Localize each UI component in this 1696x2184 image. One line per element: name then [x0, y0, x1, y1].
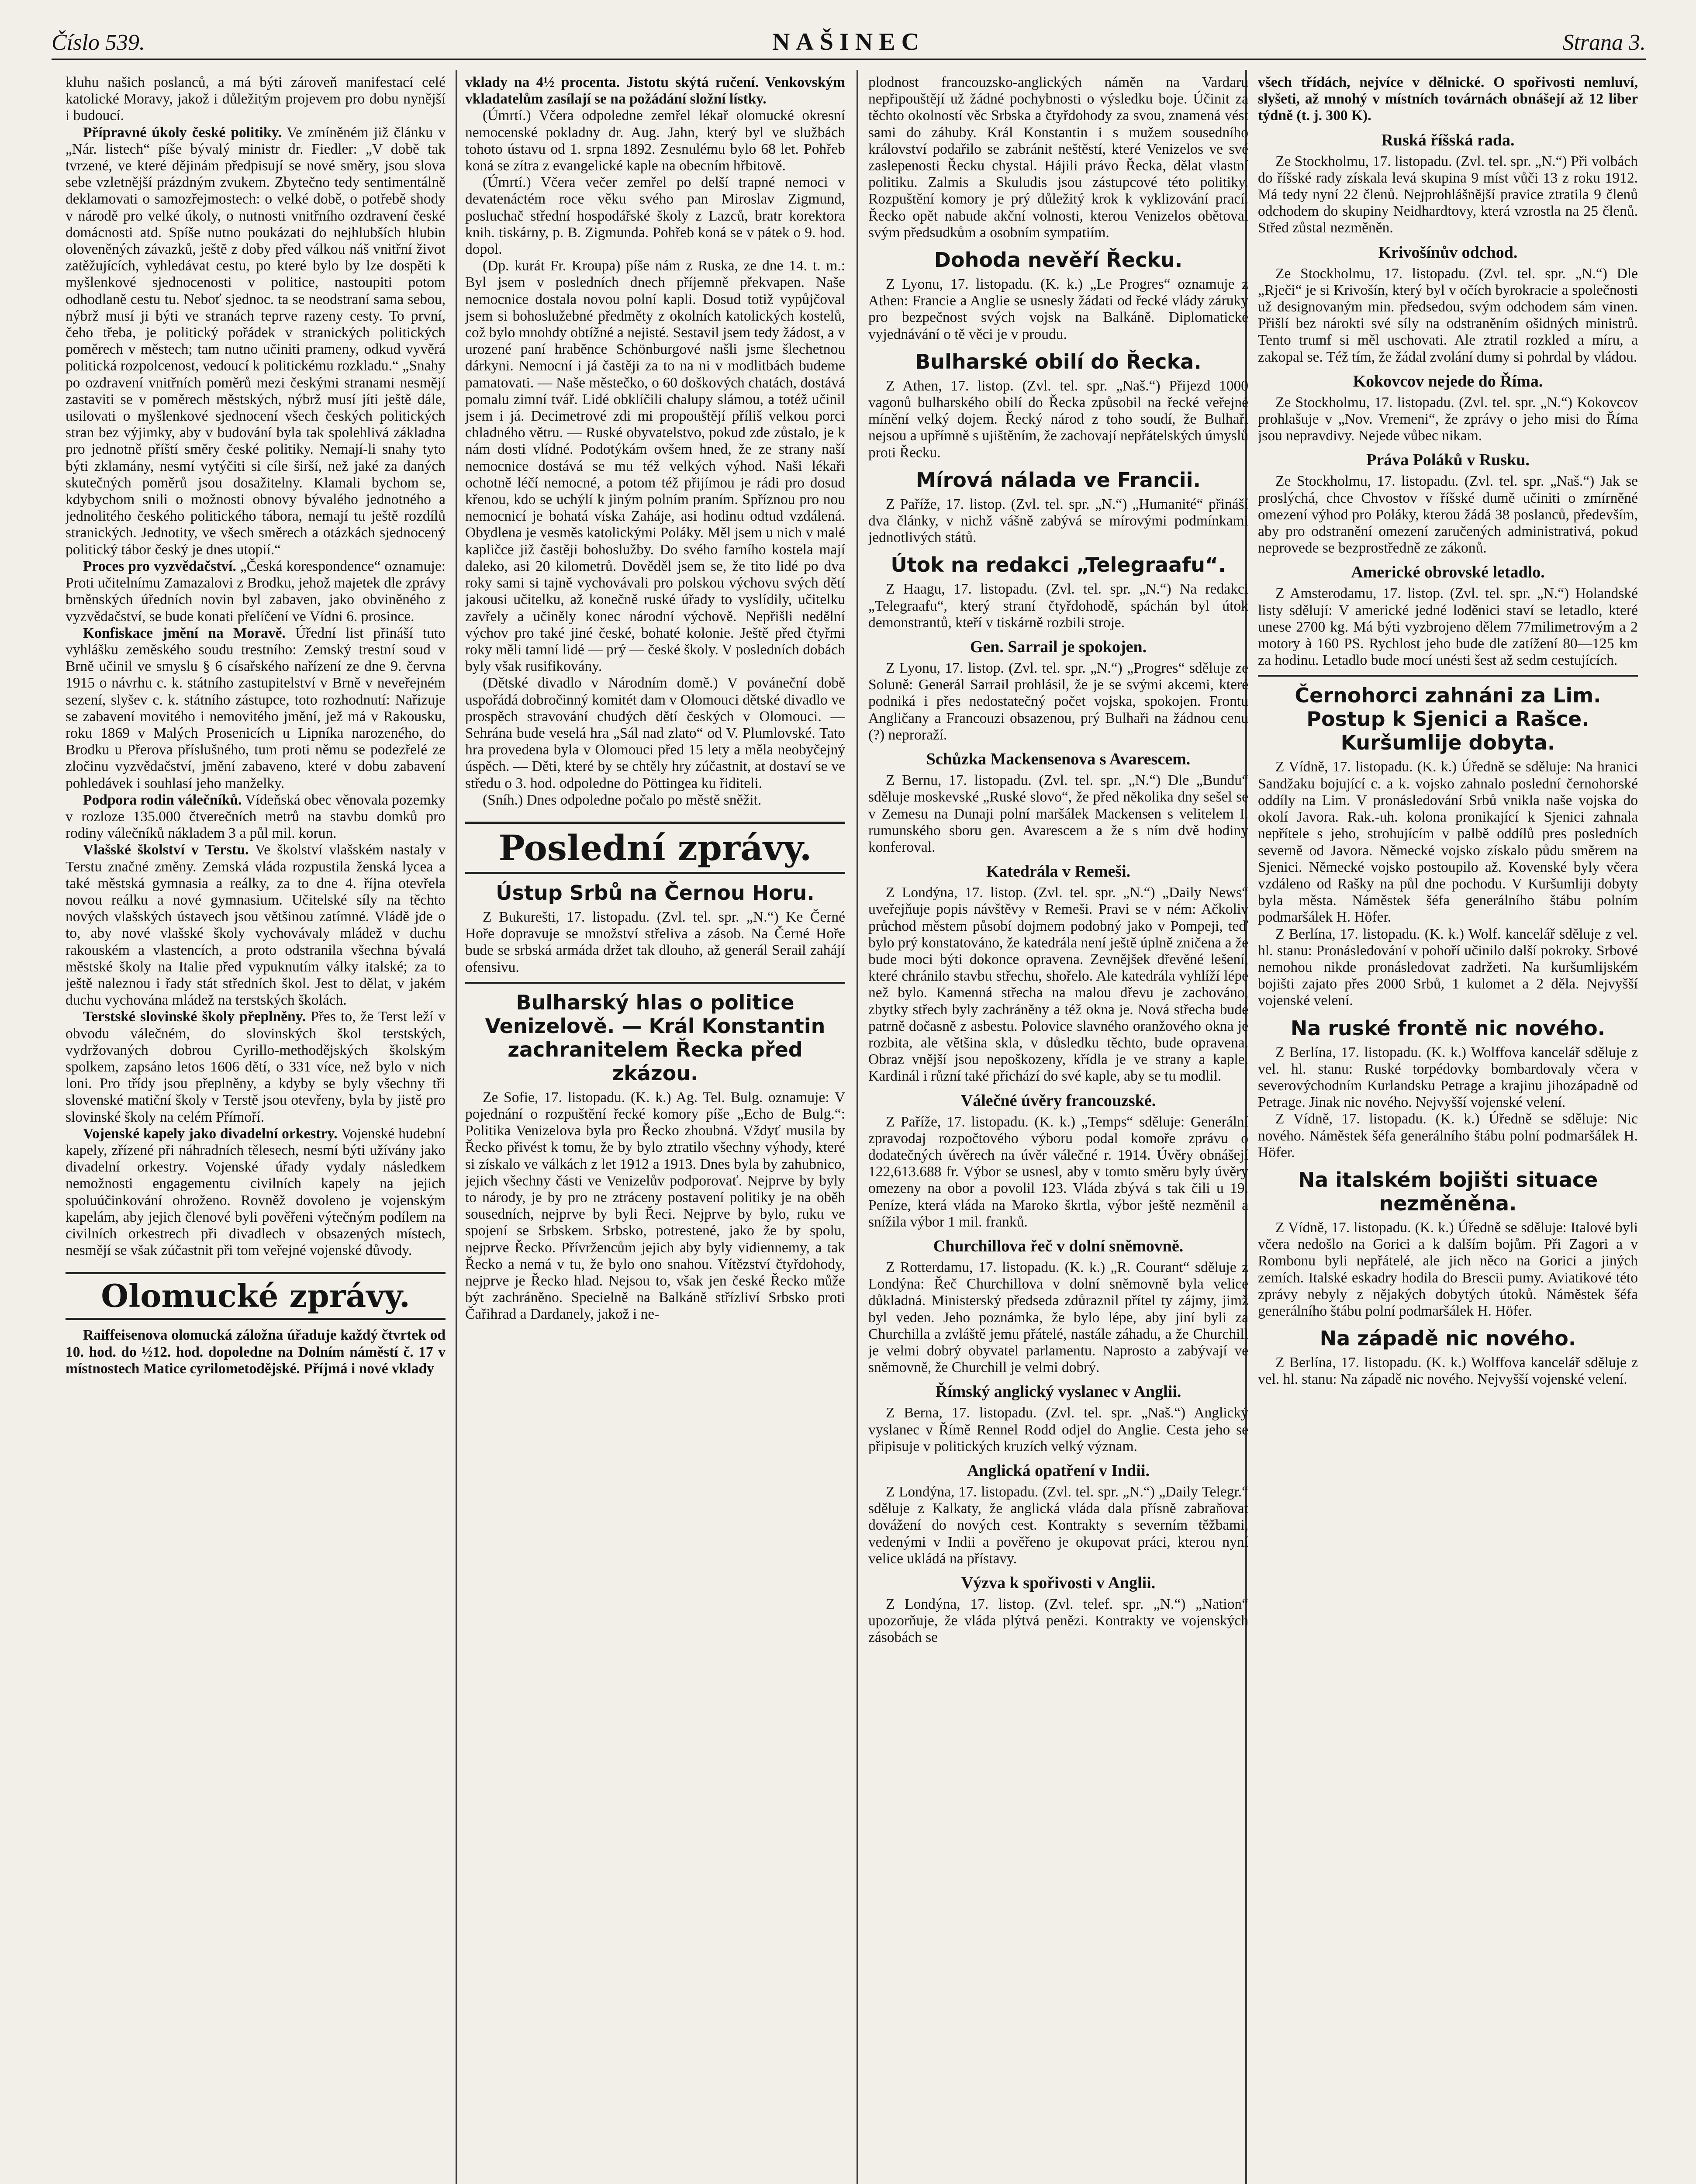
article: (Sníh.) Dnes odpoledne počalo po městě sněžit.	[483, 791, 762, 808]
headline: Dohoda nevěří Řecku.	[934, 248, 1183, 272]
article-body: Z Lyonu, 17. listop. (Zvl. tel. spr. „N.“) „Progres“ sděluje ze Soluně: Generál Sarrail prohlásil, že je se svými akcemi, které podniká i přes nedostatečný počet vojska, spokojen. Frontu Angličany a Francouzi obsazenou, prý Bulhaři na žádnou cenu (?) neproraží.	[868, 660, 1248, 743]
page-number: Strana 3.	[1562, 30, 1646, 55]
article-body: Z Haagu, 17. listopadu. (Zvl. tel. spr. „N.“) Na redakci „Telegraafu“, který straní čtyřdohodě, spáchán byl útok demonstrantů, kteří v tiskárně rozbili stroje.	[868, 581, 1248, 631]
article-title: Podpora rodin válečníků.	[83, 791, 242, 808]
article-body: Ze Sofie, 17. listopadu. (K. k.) Ag. Tel. Bulg. oznamuje: V pojednání o rozpuštění řecké komory píše „Echo de Bulg.“: Politika Venizelova byla pro Řecko zhoubná. Vždyť musila by Řecko přivést k tomu, že by bylo ztratilo všechny výhody, které si získalo ve válkách z let 1912 a 1913. Dnes byla by zahubnico, jejich všechny části ve Venizelův podporovať. Nejprve by byly to národy, je by pro ne ztráceny postavení politiky je na oběh sousedních, nejprve by byli Řeci. Nejprve by bylo, ruku ve spojení se Srbskem. Srbsko, potrestené, jako že by spolu, nejprve Řecko. Přívržencům jejich aby byly vidiennemy, a tak Řecko a nemá v tu, že bylo ono snahou. Vítězství čtyřdohody, nejprve je Řecko hlad. Nejsou to, však jen české Řecko může být zachráněno. Specielně na Balkáně střízliví Srbsko proti Čařihrad a Dardanely, jakož i ne-	[465, 1089, 845, 1323]
article-body: Z Athen, 17. listop. (Zvl. tel. spr. „Naš.“) Přijezd 1000 vagonů bulharského obilí do Řecka způsobil na řecké veřejné mínění velký dojem. Řecký národ z toho soudí, že Bulhaři nejsou a upřímně s ujištěním, že zachovají nepřátelských úmyslů proti Řecku.	[868, 377, 1248, 461]
column-divider	[456, 70, 457, 2184]
article-title: Vlašské školství v Terstu.	[83, 842, 249, 858]
notice-body: úřaduje každý čtvrtek od 10. hod. do ½12. hod. dopoledne na Dolním náměstí č. 17 v místnostech Matice cyrilometodějské. Příjmá i nové vklady	[66, 1327, 446, 1377]
headline: Ruská říšská rada.	[1381, 131, 1515, 149]
headline: Výzva k spořivosti v Anglii.	[961, 1574, 1156, 1593]
headline: Americké obrovské letadlo.	[1351, 563, 1545, 582]
column-divider	[857, 70, 858, 2184]
headline: Římský anglický vyslanec v Anglii.	[935, 1382, 1181, 1401]
article-body: Z Paříže, 17. listopadu. (K. k.) „Temps“ sděluje: Generální zpravodaj rozpočtového výboru podal komoře zprávu o dodatečných úvěrech na úvěr válečné r. 1914. Úvěry obnášejí 122,613.688 fr. Výbor se usnesl, aby v tomto směru byly úvěry omezeny na obor a povolil 123. Vláda zbývá s tak čili u 19. Peníze, která vláda na Maroko škrtla, výbor ještě nezměnil a snížila výbor 1 mil. franků.	[868, 1113, 1248, 1230]
column-2	[465, 74, 845, 2184]
article-intro: plodnost francouzsko-anglických náměn na Vardaru nepřipouštějí už žádné pochybnosti o výsledku boje. Účinit za těchto okolností věc Srbska a čtyřdohody za svou, znamená vést sami do záhuby. Král Konstantin i s mužem sousedního království podařilo se zabránit neštěstí, které Venizelos ve své zaslepenosti Řecku chystal. Hájili právo Řecka, dělat vlastní politiku. Zalmis a Skuludis jsou zástupcové této politiky. Rozpuštění komory je prý důležitý krok k vyklizování prací. Řecko opět nabude akční volnosti, kterou Venizelos obětoval svým předsudkům a osobním sympatiím.	[868, 74, 1248, 241]
headline: Na ruské frontě nic nového.	[1290, 1016, 1606, 1040]
article	[66, 124, 446, 558]
article-body: Přes to, že Terst leží v obvodu válečném, do slovinských škol terstských, vydržovaných dobrou Cyrillo-methodějských školským spolkem, zapsáno letos 1606 dětí, o 331 více, než bylo v nich loni. Pro třídy jsou přeplněny, a kdyby se byly všechny tři slovenské matiční školy v Terstě jsou otevřeny, byla by jistě pro slovinské školy na celém Přímoří.	[66, 1009, 446, 1125]
article	[66, 625, 446, 792]
article-body: Z Berlína, 17. listopadu. (K. k.) Wolffova kancelář sděluje z vel. hl. stanu: Na západě nic nového. Nejvyšší vojenské velení.	[1258, 1355, 1638, 1388]
article-body: Ze Stockholmu, 17. listopadu. (Zvl. tel. spr. „N.“) Při volbách do říšské rady získala levá skupina 9 míst vůči 13 z roku 1912. Má tedy nyní 22 členů. Nejprohlášnější pravice ztratila 9 členů odchodem do skupiny Neidhardtovy, která vzrostla na 25 členů. Střed zůstal nezměněn.	[1258, 153, 1638, 236]
headline: Anglická opatření v Indii.	[967, 1462, 1150, 1480]
article-body: Z Vídně, 17. listopadu. (K. k.) Úředně se sděluje: Na hranici Sandžaku bojující c. a k. vojsko zahnalo poslední černohorské oddíly na Lim. V pronásledování Srbů vnikla naše vojska do okolí Javora. Rak.-uh. kolona pronikající k Sjenici zahnala nepřítele s jeho, strohujícím v palbě oddílů pres posledních severně od Javora. Německé vojsko získalo půdu směrem na Sjenici. Německé vojsko postoupilo až. Kovenské byly včera vzdáleno od Rašky na půl dne pochodu. V Kuršumliji dobyty byla města. Náměstek šéfa generálního štábu polním podmaršálek H. Höfer.	[1258, 759, 1638, 926]
headline: Černohorci zahnáni za Lim. Postup k Sjenici a Rašce. Kuršumlije dobyta.	[1295, 684, 1601, 755]
article-body: Z Berna, 17. listopadu. (Zvl. tel. spr. „Naš.“) Anglický vyslanec v Římě Rennel Rodd odjel do Anglie. Cesta jeho se připisuje v politických kruzích velký význam.	[868, 1405, 1248, 1455]
section-heading-latest-news: Poslední zprávy.	[465, 822, 845, 874]
article-intro	[1258, 74, 1638, 124]
headline: Katedrála v Remeši.	[986, 862, 1131, 881]
article-body: Z Londýna, 17. listop. (Zvl. telef. spr. „N.“) „Nation“ upozorňuje, že vláda plýtvá penězi. Kontrakty ve vojenských zásobách se	[868, 1596, 1248, 1646]
article-body: Z Bernu, 17. listopadu. (Zvl. tel. spr. „N.“) Dle „Bundu“ sděluje moskevské „Ruské slovo“, že před několika dny sešel se v Zemesu na Dunaji polní maršálek Mackensen s velitelem I. rumunského sboru gen. Avarescem a že s ním dvě hodiny konferoval.	[868, 772, 1248, 855]
article: (Dp. kurát Fr. Kroupa) píše nám z Ruska, ze dne 14. t. m.: Byl jsem v posledních dnech příjemně překvapen. Naše nemocnice dostala novou polní kapli. Dosud totiž vypůjčoval jsem si bohoslužebné předměty z okolních katolických kostelů, což bylo mnohdy obtížné a nejisté. Sestavil jsem tedy žádost, a v urozené paní hraběnce Schönburgové našli jsme šlechetnou dárkyni. Nemocní i já častěji za to na ni v modlitbách budeme pamatovati. — Naše městečko, o 60 doškových chatách, dostává pomalu zimní tvář. Lidé obklíčili chalupy slámou, a totéž učinil jsem i já. Decimetrové zdi mi propouštějí příliš velkou porci chladného větru. — Ruské obyvatelstvo, pokud zde zůstalo, je k nám dosti vlídné. Podotýkám ovšem hned, že ze strany naší nemocnice dostává se mu též velkých výhod. Naši lékaři ochotně léčí nemocné, a potom též přijímou je rádi pro dosud křenou, kdo se uchýlí k jiným polním praním. Spříznou pro nou nemocnicí je bohatá víska Zaháje, asi hodinu odtud vzdálená. Obydlena je vesměs katolickými Poláky. Měl jsem u nich v malé kapličce již častěji bohoslužby. Do svého farního kostela mají daleko, asi 20 kilometrů. Dověděl jsem se, že tito lidé po dva roky sami si tajně vychovávali pro polskou výchovu svých dětí jakousi učitelku, až konečně ruské úřady to vyslídily, učitelku zavřely a učiněly konec národní výchově. Nepřišli nedělní výchov pro také jiné české, bohaté kolonie. Ještě před čtyřmi roky měli tamní lidé — prý — české školy. V posledních dobách byly však rusifikovány.	[465, 258, 845, 675]
article-body: Z Amsterodamu, 17. listop. (Zvl. tel. spr. „N.“) Holandské listy sdělují: V americké jedné loděnici staví se letadlo, které unese 2700 kg. Má býti vyzbrojeno dělem 77milimetrovým a 2 motory à 160 PS. Rychlost jeho bude dle zatížení 80—125 km za hodinu. Letadlo bude mocí unésti šest až sedm cestujících.	[1258, 585, 1638, 669]
article-body: „Česká korespondence“ oznamuje: Proti učitelnímu Zamazalovi z Brodku, jehož majetek dle zprávy brněnských úředních novin byl zabaven, jako obviněného z vyzvědačství, se bude konati přelíčení ve Vídni 6. prosince.	[66, 558, 446, 625]
article-body: Z Berlína, 17. listopadu. (K. k.) Wolffova kancelář sděluje z vel. hl. stanu: Ruské torpédovky bombardovaly včera v severovýchodním Kurlandsku Petrage a krajinu jihozápadně od Petrage. Jinak nic nového. Nejvyšší vojenské velení.	[1258, 1044, 1638, 1111]
article	[66, 842, 446, 1009]
article-intro	[465, 74, 845, 107]
article	[66, 1009, 446, 1125]
article: (Úmrtí.) Včera večer zemřel po delší trapné nemoci v devatenáctém roce věku svého pan Miroslav Zigmund, posluchač střední hospodářské školy z Lazců, bratr korektora knih. tiskárny, p. B. Zigmunda. Pohřeb koná se v pátek o 9. hod. dopol.	[465, 174, 845, 258]
article-body: Úřední list přináší tuto vyhlášku zeměského soudu trestního: Zemský trestní soud v Brně učinil ve smyslu § 6 císařského nařízení ze dne 9. června 1915 o návrhu c. k. státního zastupitelství v Brně v neveřejném sezení, slyšev c. k. státního zástupce, toto rozhodnutí: Nařizuje se zabavení movitého i nemovitého jmění, jež má v Rakousku, roku 1869 v Malých Prosenicích u Lipníka narozeného, do Brodku u Přerova příslušného, tum proti němu se podezřelé ze zločinu vyzvědačství, jmění zabaveno, které v dobu zabavení pohledávek i souhlasí jeho manželky.	[66, 625, 446, 791]
column-1	[66, 74, 446, 2184]
article-body: Z Vídně, 17. listopadu. (K. k.) Úředně se sděluje: Nic nového. Náměstek šéfa generálního štábu polní podmaršálek H. Höfer.	[1258, 1111, 1638, 1161]
article-body: Z Londýna, 17. listopadu. (Zvl. tel. spr. „N.“) „Daily Telegr.“ sděluje z Kalkaty, že anglická vláda dala přísně zabraňovat dovážení do nových cest. Kontrakty s severním těžbami, vedenými v Indii a pověřeno je okupovat práci, kterou nyní velice ukládá na přístavy.	[868, 1484, 1248, 1567]
section-heading-olomouc: Olomucké zprávy.	[66, 1272, 446, 1320]
headline: Bulharské obilí do Řecka.	[915, 349, 1202, 373]
article-body: Z Londýna, 17. listop. (Zvl. tel. spr. „N.“) „Daily News“ uveřejňuje popis návštěvy v Remeši. Pravi se v ném: Ačkoliv průchod městem působí dojmem podobný jako v Pompeji, teď bylo prý konstatováno, že katedrála není ještě úplně zničena a že bude moci býti dokonce opravena. Zevnějšek dřevěné lešení, které chránilo stavbu střechu, shořelo. Ale katedrála vyhlíží lépe než bylo. Kamenná střecha na malou dřevu je zachováno, zbytky střech byly zachráněny a též okna je. Nová střecha bude patrně dočasně z asbestu. Polovice slavného oranžového okna je rozbita, ale většina skla, v důsledku těchto, bude opravena. Obraz vnější jsou nepoškozeny, křídla je ve strany a kaple. Kardinál i různí také přichází do své kaple, aby se tu modlil.	[868, 885, 1248, 1085]
article-body: Z Lyonu, 17. listopadu. (K. k.) „Le Progres“ oznamuje z Athen: Francie a Anglie se usnesly žádati od řecké vlády záruky pro bezpečnost svých vojsk na Balkáně. Diplomatické vyjednávání o tě věci je v proudu.	[868, 276, 1248, 342]
headline: Ústup Srbů na Černou Horu.	[496, 881, 815, 905]
article-title: Konfiskace jmění na Moravě.	[83, 625, 286, 641]
article-body: Ze Stockholmu, 17. listopadu. (Zvl. tel. spr. „N.“) Kokovcov prohlašuje v „Nov. Vremeni“, že zprávy o jeho misi do Říma jsou nepravdivy. Nejede vůbec nikam.	[1258, 394, 1638, 444]
headline: Válečné úvěry francouzské.	[960, 1091, 1156, 1110]
article-body: Ze Stockholmu, 17. listopadu. (Zvl. tel. spr. „Naš.“) Jak se proslýchá, chce Chvostov v říšské dumě učiniti o zmírněné omezení výhod pro Poláky, kterou žádá 38 poslanců, především, aby pro odstranění omezení zaručených administrativá, pokud neprovede se bezprostředně ze zákonů.	[1258, 473, 1638, 556]
article-body: Z Rotterdamu, 17. listopadu. (K. k.) „R. Courant“ sděluje z Londýna: Řeč Churchillova v dolní sněmovně byla velice důkladná. Ministerský předseda zdůraznil přítel ty zájmy, jimž byl veden. Jeho poznámka, že bylo lépe, aby jiní byli za Churchilla a zvláště jemu přátelé, nastále záhadu, a že Churchill je velmi dobrý obyvatel parlamentu. Naprosto a zabývají ve sněmovně, že Churchill je velmi dobrý.	[868, 1259, 1248, 1376]
article	[66, 558, 446, 625]
headline: Bulharský hlas o politice Venizelově. — Král Konstantin zachranitelem Řecka před zkázou.	[485, 990, 826, 1085]
article-title: Proces pro vyzvědačství.	[83, 558, 236, 574]
article-intro-text: všech třídách, nejvíce v dělnické. O spořivosti nemluví, slyšeti, až mnohý v místních továrnách obnášejí až 12 liber týdně (t. j. 300 K).	[1258, 74, 1638, 124]
notice-title: Raiffeisenova olomucká záložna	[83, 1327, 283, 1344]
masthead	[52, 26, 1646, 60]
article-body: Ve zmíněném již článku v „Nár. listech“ píše bývalý ministr dr. Fiedler: „V době tak tvrzené, ve které dějinám předpisují se nové směry, jsou slova sebe vzletnější prázdným zvukem. Zbytečno tedy sentimentálně deklamovati o samozřejmostech: o velké době, o potřebě shody v národě pro velké úkoly, o nutnosti vnitřního ozdravení české domácnosti atd. Spíše nutno poukázati do nejhlubších hlubin oloveněných závazků, ještě z doby před válkou náš vnitřní život zatěžujících, vyhledávat cestu, po které bylo by lze dospěti k myšlenkové sjednocenosti v politice, nastoupiti potom odhodlaně cestu tu. Neboť sjednoc. ta se neodstraní sama sebou, nýbrž musí ji býti ve stranách teprve razeny cesty. To první, čeho třeba, je politický pořádek v stranických politických poměrech v městech; tam nutno učiniti prameny, odkud vyvěrá politická rozpolcenost, vedoucí k politickému rozkladu.“ „Snahy po ozdravení vnitřních poměrů mezi českými stranami nesmějí zastaviti se v poměrech městských, nýbrž musí jíti ještě dále, usilovati o myšlenkové sjednocení všech českých politických stran bez výjimky, aby v budování byla tak spolehlivá základna pro jednotně příští směry české politiky. Nemají-li snahy tyto býti zklamány, nesmí vytýčiti si cíle širší, než jaké za daných skutečných poměrů jsou dosažitelny. Klamali bychom se, kdybychom snili o možnosti obnovy bývalého jednotného a jednolitého českého politického tábora, nemají tu ještě rozdílů stranických. Jednotity, ve všech směrech a otázkách sjednocený politický tábor český je dnes utopií.“	[66, 124, 446, 558]
article-body: Ze Stockholmu, 17. listopadu. (Zvl. tel. spr. „N.“) Dle „Rječi“ je si Krivošín, který byl v očích byrokracie a společnosti už designovaným min. předsedou, svým odchodem sám vinen. Přišlí bez nárokti své síly na odstraněním ošidných ministrů. Tento trumf si měl uschovati. Ale ztratil rozkled a míru, a zakopal se. Též tím, že žádal zvolání dumy si pohrdal by vládou.	[1258, 265, 1638, 365]
article-body: Vídeňská obec věnovala pozemky v rozloze 135.000 čtverečních metrů na stavbu domků pro rodiny válečníků nákladem 3 a půl mil. korun.	[66, 791, 446, 842]
headline: Útok na redakci „Telegraafu“.	[891, 553, 1226, 577]
article-body: Z Paříže, 17. listop. (Zvl. tel. spr. „N.“) „Humanité“ přináší dva články, v nichž vášně zabývá se mírovými podmínkami jednotlivých států.	[868, 496, 1248, 546]
divider	[1258, 675, 1638, 677]
article-body: Vojenské hudební kapely, zřízené při náhradních tělesech, nesmí býti užívány jako divadelní orkestry. Vojenské úřady vydaly následkem nemožnosti engagementu civilních kapely na jejich spoluúčinkování ohroženo. Rovněž dovoleno je vojenským kapelám, aby jejich členové byli pověřeni výtečným podílem na civilních orkestrech při divadlech v obsazených místech, nesmějí se však zúčastnit při tom veřejné vojenské důvody.	[66, 1125, 446, 1259]
article	[66, 792, 446, 842]
headline: Práva Poláků v Rusku.	[1366, 451, 1530, 470]
article-intro-text: vklady na 4½ procenta. Jistotu skýtá ručení. Venkovským vkladatelům zasílají se na požádání složní lístky.	[465, 74, 845, 107]
article-body: Z Bukurešti, 17. listopadu. (Zvl. tel. spr. „N.“) Ke Černé Hoře dopravuje se množství střeliva a zásob. Na Černé Hoře bude se srbská armáda držet tak dlouho, až generál Serail zahájí ofensivu.	[465, 909, 845, 975]
headline: Na italském bojišti situace nezměněna.	[1298, 1168, 1598, 1215]
article-body: Z Berlína, 17. listopadu. (K. k.) Wolf. kancelář sděluje z vel. hl. stanu: Pronásledování v pohoří učinilo další pokroky. Srbové nemohou nikde pronásledovat zadržeti. Na kuršumlijském bojišti zajato přes 2000 Srbů, 1 kulomet a 2 děla. Nejvyšší vojenské velení.	[1258, 926, 1638, 1009]
headline: Na západě nic nového.	[1319, 1327, 1576, 1351]
notice	[66, 1327, 446, 1377]
headline: Mírová nálada ve Francii.	[916, 468, 1201, 492]
column-3	[868, 74, 1248, 2184]
issue-number: Číslo 539.	[52, 30, 145, 55]
headline: Krivošínův odchod.	[1378, 243, 1518, 262]
article-body: Z Vídně, 17. listopadu. (K. k.) Úředně se sděluje: Italové byli včera nedošlo na Gorici a k dalším bojům. Při Zagori a v Rombonu byli nepřátelé, ale jich něco na Gorici a jiných zemích. Italské eskadry hodila do Brescii pumy. Aviatikové této zprávy nebyly z nějakých dobytých útoků. Náměstek šéfa generálního štábu polní podmaršálek H. Höfer.	[1258, 1219, 1638, 1319]
article: (Úmrtí.) Včera odpoledne zemřel lékař olomucké okresní nemocenské pokladny dr. Aug. Jahn, který byl ve službách tohoto ústavu od 1. srpna 1892. Zesnulému bylo 68 let. Pohřeb koná se zítra z evangelické kaple na obecním hřbitově.	[465, 107, 845, 174]
divider	[465, 982, 845, 984]
article-title: Terstské slovinské školy přeplněny.	[83, 1009, 306, 1025]
article-body: Ve školství vlašském nastaly v Terstu značné změny. Zemská vláda rozpustila ženská lycea a také městská gymnasia a reálky, za to dne 4. října otevřela novou reálku a nové gymnasium. Učitelské síly na těchto nových vlašských ústavech jsou většinou zatímné. Vládě jde o to, aby nové vlašské školy vychovávaly mládež v duchu rakouském a vlastencích, a proto odstranila všechna bývalá městské školy na Italie před vypuknutím války italské; za to ještě naleznou i řady stát středních škol. Jest to dělat, v jakém duchu vychována mládež na terstských školách.	[66, 842, 446, 1009]
headline: Kokovcov nejede do Říma.	[1353, 372, 1543, 390]
article-intro: kluhu našich poslanců, a má býti zároveň manifestací celé katolické Moravy, jakož i důležitým projevem pro dobu nynější i budoucí.	[66, 74, 446, 124]
newspaper-title: NAŠINEC	[772, 28, 926, 55]
headline: Gen. Sarrail je spokojen.	[970, 638, 1147, 657]
article	[66, 1126, 446, 1259]
headline: Churchillova řeč v dolní sněmovně.	[933, 1237, 1184, 1255]
headline: Schůzka Mackensenova s Avarescem.	[926, 750, 1191, 769]
column-4	[1258, 74, 1638, 2184]
article-title: Vojenské kapely jako divadelní orkestry.	[83, 1125, 338, 1142]
article-title: Přípravné úkoly české politiky.	[83, 124, 282, 141]
article: (Dětské divadlo v Národním domě.) V pováneční době uspořádá dobročinný komitét dam v Olomouci dětské divadlo ve prospěch stravování chudých dětí českých v Olomouci. — Sehrána bude veselá hra „Sál nad zlato“ od V. Plumlovské. Tato hra provedena byla v Olomouci před 15 lety a měla neobyčejný úspěch. — Děti, které by se chtěly hry zúčastnit, at dostaví se ve středu o 3. hod. odpoledne do Pöttingea ku řiditeli.	[465, 675, 845, 791]
